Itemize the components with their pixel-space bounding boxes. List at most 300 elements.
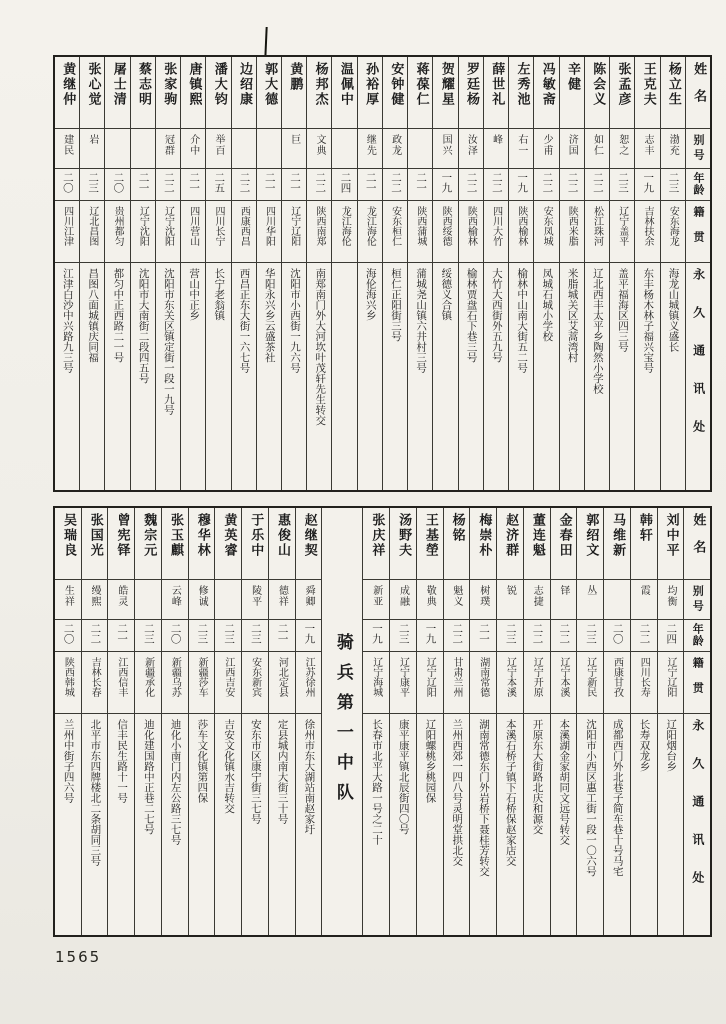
name-cell	[444, 508, 470, 580]
age-cell-text: 一九	[371, 623, 383, 644]
age-cell	[135, 620, 161, 652]
native-place-cell-text: 陕西南郑	[313, 206, 325, 246]
roster-column	[358, 57, 383, 490]
alias-cell	[484, 129, 508, 169]
age-cell	[585, 169, 609, 201]
address-cell	[135, 714, 161, 935]
roster-column	[363, 508, 390, 935]
roster-column	[215, 508, 242, 935]
native-place-cell	[55, 201, 79, 263]
alias-cell	[497, 580, 523, 620]
age-cell-text: 二二	[638, 623, 651, 644]
name-cell-text: 张孟彦	[615, 62, 631, 107]
address-cell-text: 华阳永兴乡云盛茶社	[263, 268, 276, 363]
roster-column	[444, 508, 471, 935]
name-cell-text: 汤野夫	[396, 513, 412, 558]
roster-column	[269, 508, 296, 935]
native-place-cell	[181, 201, 205, 263]
address-cell-text: 凤城石城小学校	[541, 268, 554, 342]
native-place-cell	[215, 652, 241, 714]
address-cell	[631, 714, 657, 935]
name-cell-text: 惠俊山	[274, 513, 290, 558]
address-cell	[585, 263, 609, 490]
address-cell	[55, 714, 81, 935]
address-cell-text: 辽阳螺桃乡桃园保	[424, 719, 437, 803]
address-cell	[484, 263, 508, 490]
alias-cell	[470, 580, 496, 620]
age-cell-text: 二〇	[611, 623, 624, 644]
age-cell-text: 二一	[276, 623, 289, 644]
roster-column	[257, 57, 282, 490]
age-cell	[82, 620, 108, 652]
alias-cell-text: 济国	[566, 134, 578, 156]
roster-column	[242, 508, 269, 935]
name-cell	[105, 57, 129, 129]
address-cell	[181, 263, 205, 490]
address-cell	[390, 714, 416, 935]
roster-column	[560, 57, 585, 490]
name-cell	[307, 57, 331, 129]
age-cell-text: 二五	[213, 172, 226, 193]
roster-column	[661, 57, 686, 490]
native-place-cell	[307, 201, 331, 263]
name-cell-text: 张国光	[87, 513, 103, 558]
age-cell	[524, 620, 550, 652]
name-cell-text: 薛世礼	[489, 62, 505, 107]
address-cell	[470, 714, 496, 935]
address-cell-text: 长宁老翁镇	[213, 268, 226, 321]
age-cell	[444, 620, 470, 652]
native-place-cell-text: 辽宁沈阳	[162, 206, 174, 246]
name-cell-text: 罗廷杨	[464, 62, 480, 107]
address-cell-text: 安东市区康宁街三七号	[249, 719, 262, 824]
age-cell	[206, 169, 230, 201]
age-cell	[470, 620, 496, 652]
address-cell-text: 绥德义合镇	[440, 268, 453, 321]
address-cell	[131, 263, 155, 490]
address-cell	[577, 714, 603, 935]
native-place-cell	[55, 652, 81, 714]
address-cell	[433, 263, 457, 490]
age-cell	[307, 169, 331, 201]
alias-cell	[82, 580, 108, 620]
native-place-cell-text: 吉林扶余	[642, 206, 653, 246]
column-header-native	[684, 652, 710, 714]
name-cell	[215, 508, 241, 580]
roster-table-top	[53, 55, 712, 492]
native-place-cell	[635, 201, 659, 263]
column-header-age	[684, 620, 710, 652]
native-place-cell-text: 陕西米脂	[566, 206, 578, 246]
native-place-cell	[232, 201, 256, 263]
native-place-cell-text: 四川长寿	[638, 657, 650, 697]
alias-cell-text: 舜卿	[303, 585, 315, 607]
address-cell-text: 兰州西郊一四八号灵明堂拱北交	[451, 719, 464, 866]
age-cell	[509, 169, 533, 201]
address-cell	[108, 714, 134, 935]
roster-column	[390, 508, 417, 935]
age-cell-text: 二三	[397, 623, 410, 644]
age-cell-text: 二三	[142, 623, 155, 644]
name-cell-text: 杨铭	[449, 513, 465, 543]
address-cell-text: 营山中正乡	[188, 268, 201, 321]
age-cell	[105, 169, 129, 201]
address-cell-text: 昌图八面城镇庆同福	[87, 268, 100, 363]
age-cell-text: 二三	[223, 623, 236, 644]
native-place-cell	[560, 201, 584, 263]
native-place-cell-text: 龙江海伦	[364, 206, 376, 246]
alias-cell	[658, 580, 684, 620]
name-cell-text: 黄鹏	[287, 62, 303, 92]
name-cell-text: 魏宗元	[141, 513, 157, 558]
alias-cell-text: 霞	[638, 585, 650, 596]
name-cell	[509, 57, 533, 129]
alias-cell	[232, 129, 256, 169]
roster-column	[585, 57, 610, 490]
native-place-cell	[408, 201, 432, 263]
address-cell	[189, 714, 215, 935]
alias-cell	[551, 580, 577, 620]
native-place-cell	[509, 201, 533, 263]
roster-column	[635, 57, 660, 490]
native-place-cell	[82, 652, 108, 714]
native-place-cell-text: 四川大竹	[490, 206, 502, 246]
address-cell	[534, 263, 558, 490]
roster-column	[631, 508, 658, 935]
alias-cell	[408, 129, 432, 169]
name-cell	[358, 57, 382, 129]
name-cell	[635, 57, 659, 129]
address-cell-text: 沈阳市小西街一九六号	[289, 268, 301, 373]
age-cell-text: 二一	[263, 172, 276, 193]
alias-cell-text: 峰	[490, 134, 502, 145]
column-header-address-text: 永久通讯处	[691, 268, 706, 458]
roster-column	[108, 508, 135, 935]
native-place-cell	[433, 201, 457, 263]
native-place-cell-text: 湖南常德	[477, 657, 489, 697]
name-cell	[534, 57, 558, 129]
column-header-address	[684, 714, 710, 935]
address-cell	[417, 714, 443, 935]
native-place-cell-text: 辽宁盖平	[616, 206, 628, 246]
roster-column	[55, 57, 80, 490]
age-cell-text: 二二	[541, 172, 554, 193]
native-place-cell	[189, 652, 215, 714]
alias-cell	[332, 129, 356, 169]
address-cell-text: 徐州市东大湖站南赵家圩	[303, 719, 316, 835]
alias-cell	[534, 129, 558, 169]
address-cell	[408, 263, 432, 490]
age-cell-text: 二一	[364, 172, 377, 193]
address-cell-text: 辽北西丰太平乡陶然小学校	[591, 268, 604, 394]
scan-artifact-line	[264, 27, 267, 58]
name-cell	[135, 508, 161, 580]
roster-column	[470, 508, 497, 935]
address-cell	[80, 263, 104, 490]
age-cell	[408, 169, 432, 201]
name-cell-text: 郭大德	[262, 62, 278, 107]
roster-column	[383, 57, 408, 490]
column-header-address	[686, 263, 710, 490]
name-cell	[459, 57, 483, 129]
address-cell	[509, 263, 533, 490]
name-cell-text: 穆华林	[194, 513, 210, 558]
age-cell	[181, 169, 205, 201]
alias-cell-text: 均衡	[664, 585, 676, 607]
alias-cell	[390, 580, 416, 620]
age-cell-text: 二二	[389, 172, 402, 193]
native-place-cell-text: 辽宁开原	[531, 657, 543, 697]
age-cell	[534, 169, 558, 201]
column-header-alias-text: 别号	[692, 134, 706, 164]
native-place-cell	[484, 201, 508, 263]
address-cell-text: 北平市东四牌楼北二条胡同三号	[89, 719, 102, 866]
age-cell	[55, 620, 81, 652]
name-cell	[282, 57, 306, 129]
address-cell	[232, 263, 256, 490]
name-cell-text: 潘大钧	[211, 62, 227, 107]
alias-cell	[135, 580, 161, 620]
age-cell-text: 二二	[162, 172, 175, 193]
age-cell	[80, 169, 104, 201]
name-cell	[55, 57, 79, 129]
column-header-native-text: 籍贯	[691, 657, 705, 707]
native-place-cell-text: 甘肃兰州	[450, 657, 462, 697]
age-cell-text: 二二	[490, 172, 503, 193]
name-cell-text: 王克夫	[640, 62, 656, 107]
native-place-cell-text: 辽宁新民	[584, 657, 596, 697]
address-cell-text: 沈阳市东关区镇定街一段一九号	[162, 268, 175, 415]
alias-cell-text: 岩	[86, 134, 98, 145]
address-cell	[82, 714, 108, 935]
age-cell	[560, 169, 584, 201]
age-cell-text: 一九	[440, 172, 453, 193]
age-cell-text: 一九	[516, 172, 529, 193]
alias-cell	[417, 580, 443, 620]
name-cell	[577, 508, 603, 580]
alias-cell	[433, 129, 457, 169]
age-cell-text: 二〇	[112, 172, 125, 193]
age-cell-text: 一九	[424, 623, 437, 644]
address-cell-text: 信丰民生路十一号	[116, 719, 129, 803]
native-place-cell	[459, 201, 483, 263]
age-cell-text: 二〇	[62, 623, 75, 644]
name-cell-text: 黄英睿	[221, 513, 237, 558]
native-place-cell	[363, 652, 389, 714]
address-cell-text: 榆林中山南大街五二号	[516, 268, 529, 373]
alias-cell	[604, 580, 630, 620]
address-cell-text: 米脂城关区艾蒿湾村	[566, 268, 579, 363]
alias-cell-text: 恕之	[616, 134, 628, 156]
page-number: 1565	[55, 948, 102, 966]
address-cell	[459, 263, 483, 490]
native-place-cell	[156, 201, 180, 263]
column-header-alias	[684, 580, 710, 620]
alias-cell-text: 国兴	[440, 134, 452, 156]
native-place-cell	[577, 652, 603, 714]
age-cell	[551, 620, 577, 652]
address-cell-text: 榆林贾盘石下巷三号	[465, 268, 478, 363]
name-cell	[181, 57, 205, 129]
address-cell	[658, 714, 684, 935]
name-cell-text: 冯敏斋	[539, 62, 555, 107]
alias-cell	[181, 129, 205, 169]
name-cell-text: 张玉麒	[167, 513, 183, 558]
alias-cell-text: 巨	[288, 134, 300, 145]
address-cell-text: 本溪湖金家胡同文远号转交	[558, 719, 571, 845]
alias-cell	[635, 129, 659, 169]
name-cell	[497, 508, 523, 580]
age-cell-text: 二一	[188, 172, 201, 193]
age-cell-text: 一九	[642, 172, 655, 193]
address-cell	[610, 263, 634, 490]
address-cell-text: 桓仁正阳街三号	[389, 268, 402, 342]
age-cell	[55, 169, 79, 201]
name-cell	[524, 508, 550, 580]
name-cell-text: 曾宪铎	[114, 513, 130, 558]
address-cell	[383, 263, 407, 490]
native-place-cell	[631, 652, 657, 714]
name-cell	[232, 57, 256, 129]
alias-cell	[105, 129, 129, 169]
roster-column	[509, 57, 534, 490]
name-cell-text: 唐镇熙	[186, 62, 202, 107]
alias-cell-text: 缦熙	[89, 585, 101, 607]
address-cell-text: 沈阳市小西区惠工街一段一〇六号	[585, 719, 597, 877]
alias-cell	[269, 580, 295, 620]
address-cell-text: 开原东大街路北庆和源交	[531, 719, 544, 835]
age-cell-text: 二三	[504, 623, 517, 644]
native-place-cell-text: 四川华阳	[263, 206, 275, 246]
column-header-native	[686, 201, 710, 263]
address-cell	[296, 714, 322, 935]
age-cell-text: 二三	[585, 623, 597, 644]
native-place-cell-text: 陕西韩城	[62, 657, 74, 697]
address-cell	[604, 714, 630, 935]
column-header-age-text: 年龄	[691, 623, 705, 647]
address-cell-text: 定县城内南大街三十号	[276, 719, 289, 824]
squadron-divider-label	[322, 508, 362, 935]
age-cell-text: 二三	[249, 623, 262, 644]
name-cell	[156, 57, 180, 129]
age-cell	[577, 620, 603, 652]
roster-table-bottom	[53, 506, 712, 937]
roster-column	[658, 508, 685, 935]
alias-cell-text: 云峰	[169, 585, 181, 607]
address-cell	[332, 263, 356, 490]
native-place-cell	[534, 201, 558, 263]
name-cell-text: 梅崇朴	[476, 513, 492, 558]
name-cell	[470, 508, 496, 580]
address-cell-text: 湖南常德东门外岩桥下聂桂芳转交	[478, 719, 490, 877]
age-cell-text: 二〇	[169, 623, 182, 644]
native-place-cell-text: 辽宁本溪	[504, 657, 516, 697]
alias-cell	[55, 580, 81, 620]
name-cell	[551, 508, 577, 580]
column-header-name-text: 姓名	[690, 513, 706, 567]
native-place-cell	[390, 652, 416, 714]
alias-cell	[162, 580, 188, 620]
address-cell-text: 东丰杨木林子福兴宝号	[642, 268, 655, 373]
native-place-cell	[661, 201, 685, 263]
address-cell	[444, 714, 470, 935]
alias-cell-text: 修诚	[196, 585, 208, 607]
age-cell	[108, 620, 134, 652]
name-cell-text: 韩轩	[636, 513, 652, 543]
name-cell-text: 蔡志明	[136, 62, 151, 107]
age-cell	[459, 169, 483, 201]
name-cell	[658, 508, 684, 580]
alias-cell	[55, 129, 79, 169]
age-cell	[156, 169, 180, 201]
native-place-cell	[257, 201, 281, 263]
roster-column	[497, 508, 524, 935]
age-cell-text: 二二	[591, 172, 604, 193]
alias-cell	[80, 129, 104, 169]
roster-column	[577, 508, 604, 935]
roster-column	[189, 508, 216, 935]
roster-column	[459, 57, 484, 490]
address-cell	[307, 263, 331, 490]
name-cell-text: 辛健	[564, 62, 580, 92]
header-column	[686, 57, 710, 490]
column-header-age	[686, 169, 710, 201]
roster-column	[417, 508, 444, 935]
native-place-cell	[282, 201, 306, 263]
age-cell	[282, 169, 306, 201]
native-place-cell-text: 松江珠河	[591, 206, 603, 246]
roster-column	[307, 57, 332, 490]
alias-cell	[560, 129, 584, 169]
age-cell-text: 二二	[451, 623, 464, 644]
name-cell	[55, 508, 81, 580]
name-cell-text: 陈会义	[590, 62, 606, 107]
address-cell-text: 兰州中街子四六号	[62, 719, 75, 803]
native-place-cell	[383, 201, 407, 263]
roster-column	[206, 57, 231, 490]
native-place-cell	[296, 652, 322, 714]
roster-column	[551, 508, 578, 935]
age-cell-text: 二一	[289, 172, 301, 193]
alias-cell	[215, 580, 241, 620]
name-cell	[408, 57, 432, 129]
name-cell	[82, 508, 108, 580]
native-place-cell-text: 吉林长春	[89, 657, 101, 697]
name-cell	[80, 57, 104, 129]
name-cell	[560, 57, 584, 129]
name-cell-text: 张庆祥	[369, 513, 385, 558]
alias-cell	[524, 580, 550, 620]
age-cell	[417, 620, 443, 652]
address-cell	[269, 714, 295, 935]
age-cell	[604, 620, 630, 652]
address-cell	[635, 263, 659, 490]
age-cell-text: 二三	[667, 172, 680, 193]
roster-column	[105, 57, 130, 490]
name-cell	[189, 508, 215, 580]
native-place-cell-text: 河北定县	[276, 657, 288, 697]
native-place-cell-text: 辽宁沈阳	[137, 206, 149, 246]
name-cell-text: 吴瑞良	[60, 513, 76, 558]
alias-cell	[206, 129, 230, 169]
age-cell-text: 二二	[566, 172, 579, 193]
alias-cell	[383, 129, 407, 169]
alias-cell	[257, 129, 281, 169]
address-cell-text: 莎车文化镇第四保	[196, 719, 209, 803]
native-place-cell-text: 安东海龙	[667, 206, 679, 246]
age-cell	[257, 169, 281, 201]
alias-cell-text: 锐	[504, 585, 516, 596]
